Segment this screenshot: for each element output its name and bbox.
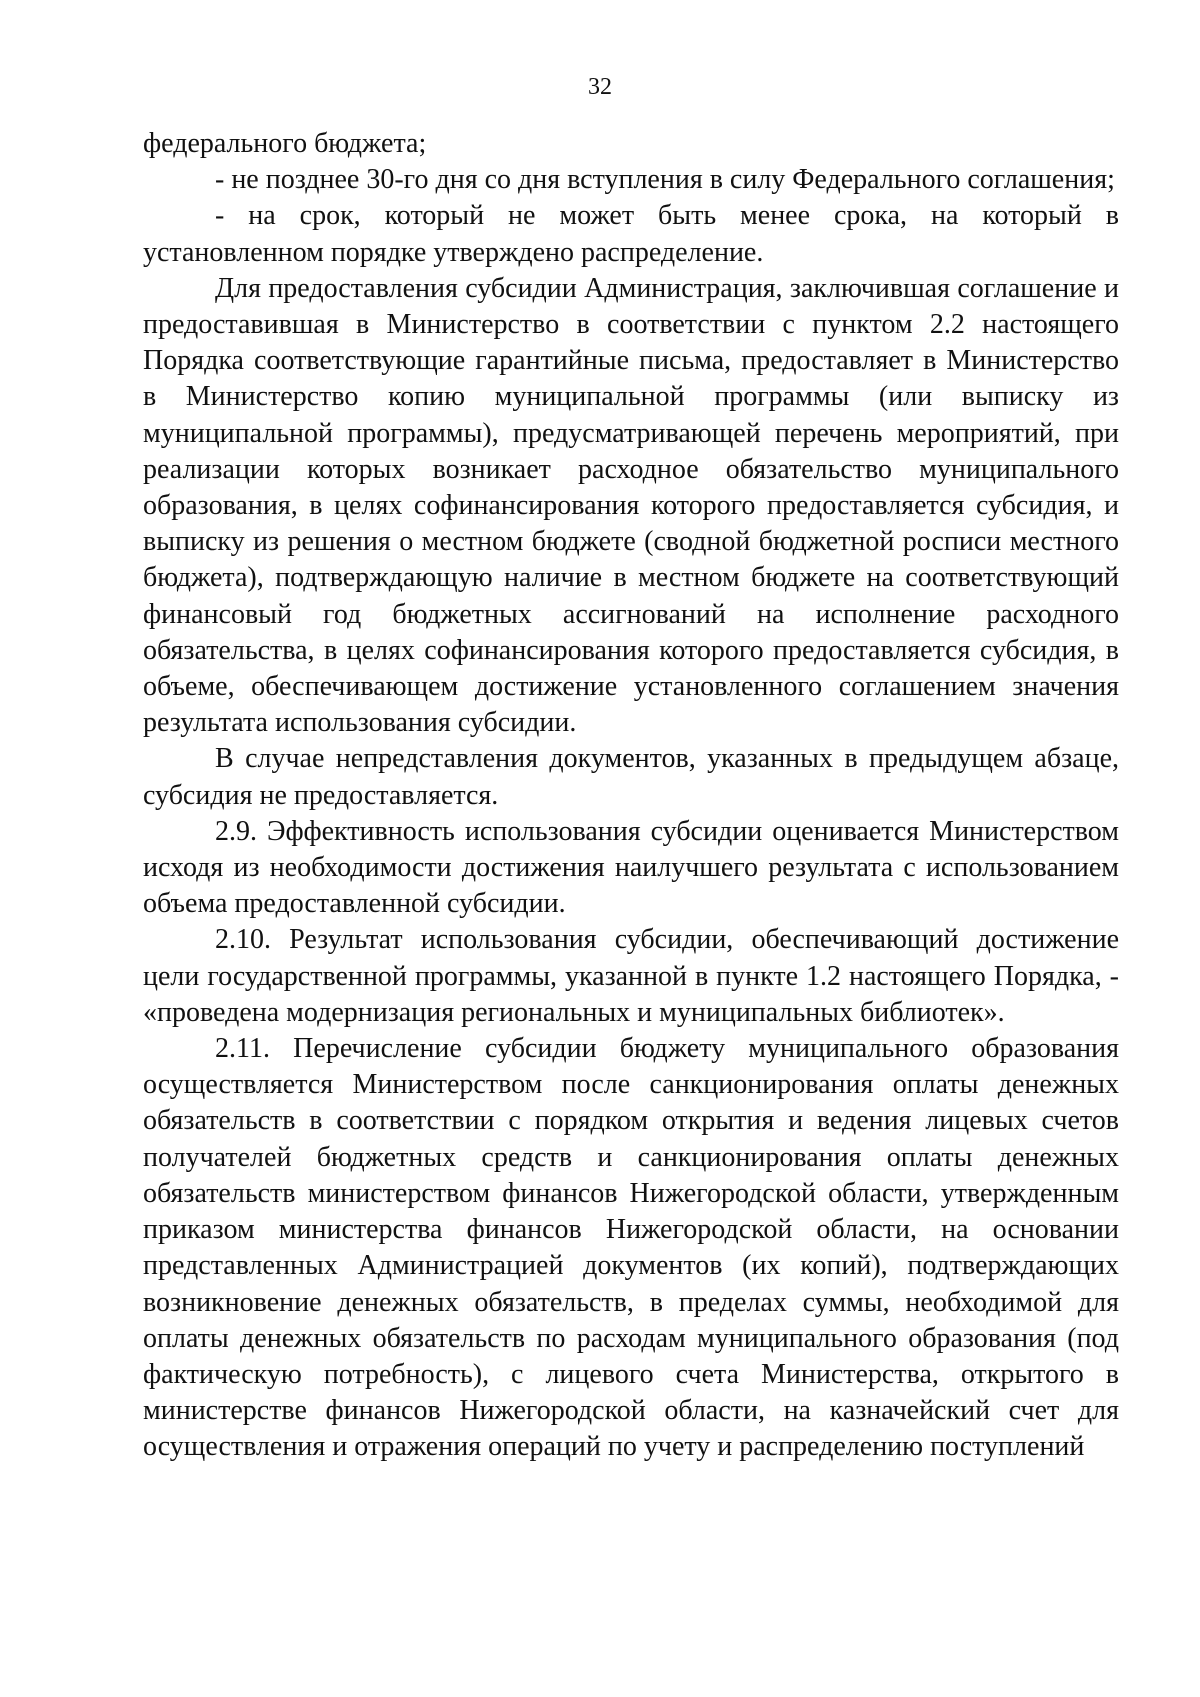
paragraph-deadline-item: - не позднее 30-го дня со дня вступления в силу Федерального соглашения; xyxy=(215,164,1115,196)
page-number: 32 xyxy=(588,74,612,100)
paragraph-term-item: - на срок, который не может быть менее срока, на который в установленном порядке утверждено распределение. xyxy=(143,200,1119,268)
paragraph-continuation: федерального бюджета; xyxy=(143,128,427,159)
paragraph-2-11: 2.11. Перечисление субсидии бюджету муниципального образования осуществляется Министерством после санкционирования оплаты денежных обязательств в соответствии с порядком открытия и ведения лицевых счетов получателей бюджетных средств и санкционирования оплаты денежных обязательств министерством финансов Нижегородской области, утвержденным приказом министерства финансов Нижегородской области, на основании представленных Администрацией документов (их копий), подтверждающих возникновение денежных обязательств, в пределах суммы, необходимой для оплаты денежных обязательств по расходам муниципального образования (под фактическую потребность), с лицевого счета Министерства, открытого в министерстве финансов Нижегородской области, на казначейский счет для осуществления и отражения операций по учету и распределению поступлений xyxy=(143,1033,1119,1463)
paragraph-non-submission: В случае непредставления документов, указанных в предыдущем абзаце, субсидия не предоставляется. xyxy=(143,743,1119,811)
document-body xyxy=(143,126,1119,1466)
paragraph-subsidy-documents: Для предоставления субсидии Администрация, заключившая соглашение и предоставившая в Министерство в соответствии с пунктом 2.2 настоящего Порядка соответствующие гарантийные письма, предоставляет в Министерство в Министерство копию муниципальной программы (или выписку из муниципальной программы), предусматривающей перечень мероприятий, при реализации которых возникает расходное обязательство муниципального образования, в целях софинансирования которого предоставляется субсидия, и выписку из решения о местном бюджете (сводной бюджетной росписи местного бюджета), подтверждающую наличие в местном бюджете на соответствующий финансовый год бюджетных ассигнований на исполнение расходного обязательства, в целях софинансирования которого предоставляется субсидия, в объеме, обеспечивающем достижение установленного соглашением значения результата использования субсидии. xyxy=(143,272,1119,739)
paragraph-2-9: 2.9. Эффективность использования субсидии оценивается Министерством исходя из необходимости достижения наилучшего результата с использованием объема предоставленной субсидии. xyxy=(143,815,1119,920)
paragraph-2-10: 2.10. Результат использования субсидии, обеспечивающий достижение цели государственной программы, указанной в пункте 1.2 настоящего Порядка, - «проведена модернизация региональных и муниципальных библиотек». xyxy=(143,924,1119,1028)
